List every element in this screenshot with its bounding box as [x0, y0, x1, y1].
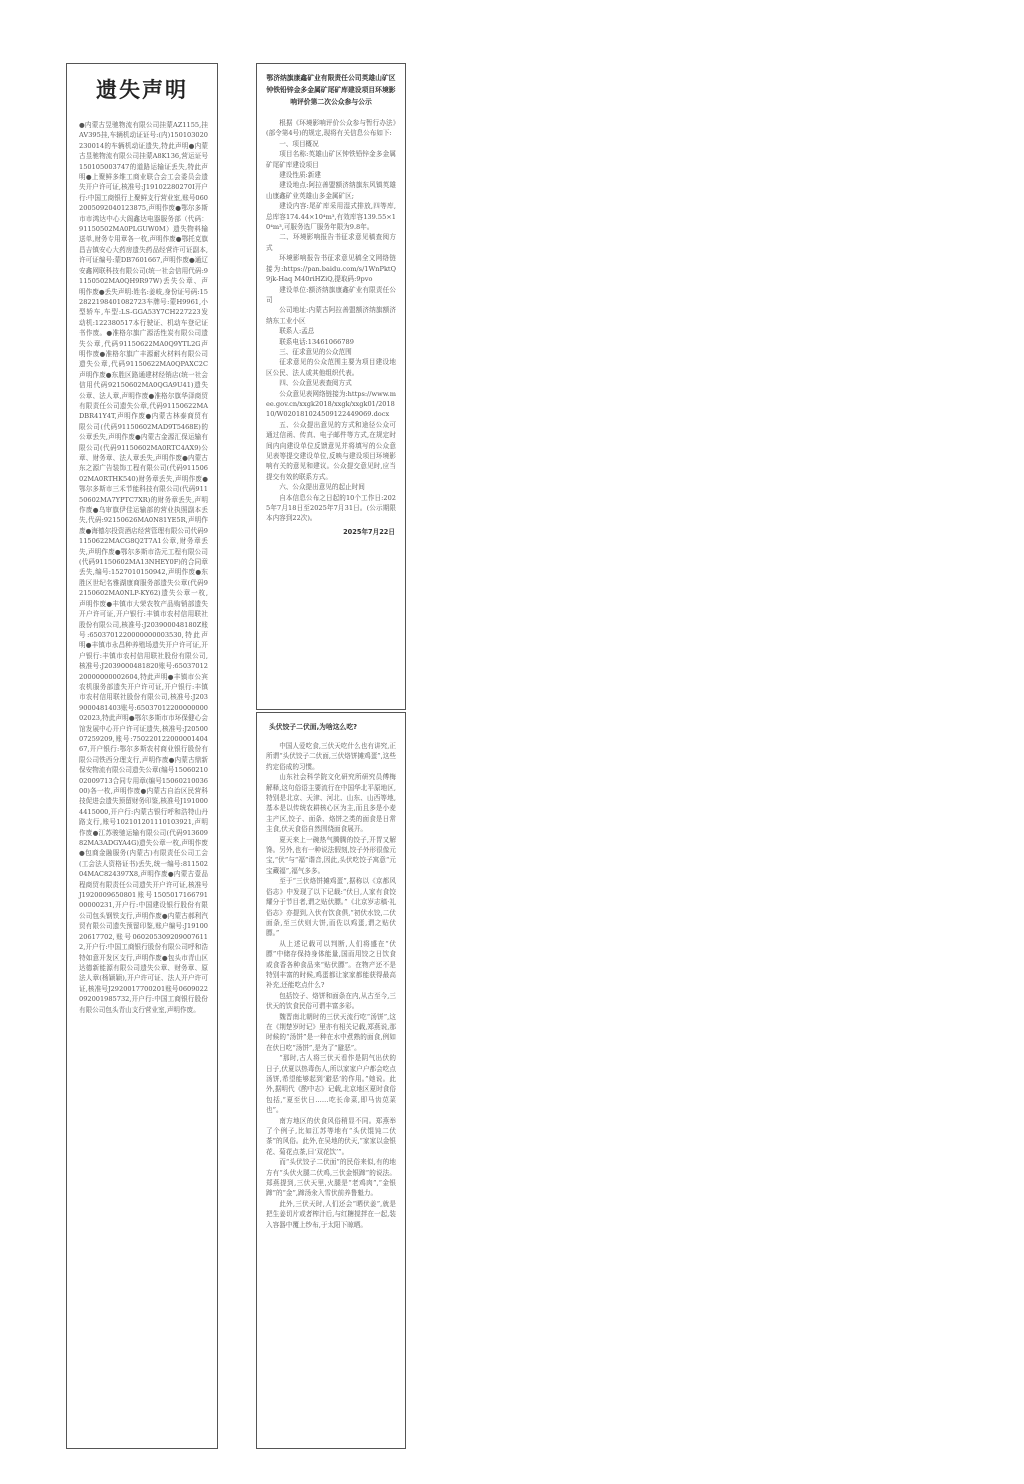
- paragraph: 四、公众意见表查阅方式: [279, 379, 352, 388]
- paragraph: 六、公众提出意见的起止时间: [279, 483, 365, 492]
- paragraph: 二、环境影响报告书征求意见稿查阅方式: [266, 233, 396, 252]
- paragraph: 包括饺子、烙饼和面条在内,从古至今,三伏天的饮食民俗可谓丰富多彩。: [266, 991, 396, 1011]
- paragraph: 此外,三伏天时,人们还会“晒伏姜”,就是把生姜切片或者榨汁后,与红糖搅拌在一起,装入容器中覆上纱布,于太阳下晾晒。: [266, 1199, 396, 1229]
- paragraph: 建设单位:额济纳旗康鑫矿业有限责任公司: [266, 285, 396, 304]
- paragraph: 魏晋南北朝时的三伏天流行吃“汤饼”,这在《荆楚岁时记》里亦有相关记载,郑燕说,那时候的“汤饼”是一种在水中煮熟的面食,例如在伏日吃“汤饼”,是为了“避恶”。: [266, 1012, 396, 1052]
- eia-notice-date: 2025年7月22日: [343, 527, 395, 536]
- article-column: [256, 712, 406, 1449]
- paragraph: 建设性质:新建: [279, 171, 321, 180]
- article-title: 头伏饺子二伏面,为啥这么吃?: [269, 723, 358, 731]
- paragraph: 建设内容:尾矿库采用湿式排放,四等库,总库容174.44×10⁴m³,有效库容139.55×10⁴m³,可服务选厂服务年限为9.8年。: [266, 202, 396, 232]
- paragraph: 公司地址:内蒙古阿拉善盟额济纳旗额济纳东工业小区: [266, 306, 396, 325]
- paragraph: 联系电话:13461066789: [279, 337, 354, 346]
- paragraph: 建设地点:阿拉善盟额济纳旗东风镇英雄山康鑫矿业英雄山多金属矿区;: [266, 181, 396, 200]
- eia-notice-body: [257, 118, 405, 524]
- lost-notice-title: 遗失声明: [96, 78, 188, 102]
- lost-notice-column: [66, 63, 218, 1449]
- paragraph: 夏天来上一碗热气腾腾的饺子,开胃又解馋。另外,也有一种说法假刻,饺子外形很像元宝,“伏”与“福”谐音,因此,头伏吃饺子寓意“元宝藏福”,福气多多。: [266, 835, 396, 875]
- article-body: [257, 741, 405, 1230]
- paragraph: 一、项目概况: [279, 139, 319, 148]
- paragraph: 南方地区的伏食风俗稍显不同。郑燕举了个例子,比如江苏等地有“头伏馄饨二伏茶”的风俗。此外,在吴地的伏天,“家家以金银花、菊花点茶,曰‘双花饮’”。: [266, 1116, 396, 1156]
- lost-notice-body: ●内蒙古昱驰物流有限公司挂蒙AZ1155,挂AV395挂,车辆机动证证号:(内)150103020230014的车辆机动证遗失,特此声明●内蒙古昱驰物流有限公司挂蒙A8K136,营运证号150105003747的道路运输证丢失,特此声明●上聚鲜多维工商业联合会工会委员会遗失开户许可证,核准号:J19102280270I开户行:中国工商银行上聚鲜支行营业室,账号0602005092040123875,声明作废●鄂尔多斯市市鸿达中心大阁鑫达电器服务部（代码：91150502MA0PLGUW0M）遗失物料输送单,财务专用章各一枚,声明作废●鄂托克旗昌吉镇安心大药房遗失药品经营许可证副本,许可证编号:蒙DB7601667,声明作废●通辽安鑫网联科技有限公司(统一社会信用代码:91150502MA0QH9R97W)丢失公章、声明作废●丢失声明:姓名:姜岐,身份证号码:152822198401082723车牌号:蒙H9961,小型轿车,车型:LS-GGA53Y7CH227223发动机:122380517本行驶证、机动车登记证书作废。●准格尔旗广源活性炭有限公司遗失公章,代码91150622MA0Q9YTL2G声明作废●准格尔旗广丰源耐火材料有限公司遗失公章,代码91150622MA0QPAXC2C声明作废●东胜区路通建材经销店(统一社会信用代码92150602MA0QGA9U41)遗失公章、法人章,声明作废●准格尔旗华泽商贸有限责任公司遗失公章,代码91150622MADBR41Y4T,声明作废●内蒙古林泰商贸有限公司(代码91150602MAD9T5468E)的公章丢失,声明作废●内蒙古金源汇保运输有限公司(代码91150602MA0RTC4AX9)公章、财务章、法人章丢失,声明作废●内蒙古东之源广告装饰工程有限公司(代码91150602MA0RTHK540)财务章丢失,声明作废●鄂尔多斯市三禾节能科技有限公司(代码91150602MA7YPTC7XR)的财务章丢失,声明作废●乌审旗伊佳运输部的营业执照副本丢失,代码:92150626MA0N81YE5R,声明作废●海德尔投资酒店经营管理有限公司代码91150622MACG8Q2T7A1公章,财务章丢失,声明作废●鄂尔多斯市浩元工程有限公司(代码91150602MA13NHEY0F)的合同章丢失,编号:1527010150942,声明作废●东胜区世纪名雅湖康商服务部遗失公章(代码92150602MA0NLP-KY62)遗失公章一枚,声明作废●丰镇市大荣农牧产品购销部遗失开户许可证,开户银行:丰镇市农村信用联社股份有限公司,核准号:J203900048180Z账号:6503701220000000003530,特此声明●丰镇市永昌种养殖场遗失开户许可证,开户银行:丰镇市农村信用联社股份有限公司,核准号:J2039000481820账号:6503701220000000002604,特此声明●丰镇市公宾农机服务部遗失开户许可证,开户银行:丰镇市农村信用联社股份有限公司,核准号:J2039000481403账号:6503701220000000002023,特此声明●鄂尔多斯市市环保健心会馆发展中心开户许可证遗失,核准号:J2050007259209,账号:75022012200000140467,开户银行:鄂尔多斯农村商业银行股份有限公司铁西分理支行,声明作废●内蒙古鼎新保安物流有限公司遗失公章(编号1506021002009713合同专用章(编号1506021003600)各一枚,声明作废●内蒙古自治区民营科技促进会遗失预留财务印鉴,核准号J1910004415000,开户行:内蒙古银行呼和浩特山丹路支行,账号102101201110103921,声明作废●江苏骏驰运输有限公司(代码91360982MA3ADGYA4G)遗失公章一枚,声明作废●包商金融服务(内蒙古)有限责任公司工会(工会法人资格证书)丢失,统一编号:81150204MAC824397X8,声明作废●内蒙古壹品程商贸有限责任公司遗失开户许可证,核准号J1920009650801账号150501716679100000231,开户行:中国建设银行股份有限公司包头钢铁支行,声明作废●内蒙古郝利汽贸有限公司遗失预留印鉴,账户编号:J1910020617702,账号0602053092090076112,开户行:中国工商银行股份有限公司呼和浩特如意开发区支行,声明作废●包头市青山区达德新能源有限公司遗失公章、财务章、原法人章(杨颖颖),开户许可证、法人开户许可证,核准号J2920017700201账号0609022092001985732,开户行:中国工商银行股份有限公司包头青山支行营业室,声明作废。: [79, 121, 208, 1014]
- paragraph: 联系人:孟总: [279, 327, 315, 336]
- paragraph: 山东社会科学院文化研究所研究员傅梅解释,这句俗语主要流行在中国华北平原地区,特别是北京、天津、河北、山东、山西等地,基本是以传统农耕核心区为主,而且多是小麦主产区,饺子、面条、烙饼之类的面食是日常主食,伏天食俗自然围绕面食展开。: [266, 773, 396, 834]
- paragraph: 至于“三伏烙饼摊鸡蛋”,据称以《京都风俗志》中发现了以下记载:“伏日,人家有食饺耀分于节目者,谓之贴伏膘。”《北京岁志稿·礼俗志》亦提到,入伏有饮食俱,“初伏水饺,二伏面条,至三伏则大饼,而佐以鸡蛋,谓之贴伏膘。”: [266, 877, 396, 938]
- paragraph: 征求意见的公众范围主要为项目建设地区公民、法人或其他组织代表。: [266, 358, 396, 377]
- paragraph: “那时,古人将三伏天看作是阴气出伏的日子,伏夏以热毒伤人,所以家家户户都会吃点汤饼,希望能够起到‘避恶’的作用。”她说。此外,据明代《酌中志》记载,北京地区夏时食俗包括,“夏至伏日……吃长命菜,即马齿苋菜也”。: [266, 1054, 396, 1115]
- paragraph: 环境影响报告书征求意见稿全文网络链接为:https://pan.baidu.com/s/1WnPktQ9jk-Haq M40riHZiQ,提取码:9pvo: [266, 254, 396, 284]
- paragraph: 自本信息公布之日起的10个工作日:2025年7月18日至2025年7月31日。(公示期限本内容到22次)。: [266, 493, 396, 523]
- eia-notice-column: [256, 63, 406, 710]
- eia-notice-title: 鄂济纳旗康鑫矿业有限责任公司英雄山矿区钟铁铅锌金多金属矿尾矿库建设项目环境影响评价第二次公众参与公示: [266, 74, 396, 106]
- paragraph: 根据《环境影响评价公众参与暂行办法》(部令第4号)的规定,现将有关信息公布如下:: [266, 119, 396, 138]
- paragraph: 中国人爱吃食,三伏天吃什么也有讲究,正所谓“头伏饺子二伏面,三伏烙饼摊鸡蛋”,这些约定俗成的习惯。: [266, 742, 396, 771]
- paragraph: 而“头伏饺子二伏面”的民俗来似,有的地方有“头伏火腿二伏鸡,三伏金银蹄”的说法。郑燕提到,三伏天里,火腿是“老鸡肉”,“金银蹄”的“金”,蹄汤汆入雪伏前养鲁魁力。: [266, 1158, 396, 1198]
- paragraph: 从上述记载可以判断,人们将盛在“伏膘”中储存保持身体能量,国而用饺之日饮食或食香各种食品来“贴伏膘”。在物产还不是特别丰富的时候,鸡蛋都让家家都能获得最高补充,还能吃点什么?: [266, 939, 396, 990]
- paragraph: 五、公众提出意见的方式和途径公众可通过信函、传真、电子邮件等方式,在规定时间内向建设单位反馈意见并将填写的公众意见表等提交建设单位,反映与建设项目环境影响有关的意见和建议。公众提交意见时,应当提交有效的联系方式。: [266, 420, 396, 481]
- paragraph: 公众意见表网络链接为:https://www.mee.gov.cn/xxgk2018/xxgk/xxgk01/201810/W020181024509122449069.docx: [266, 389, 396, 419]
- paragraph: 三、征求意见的公众范围: [279, 347, 352, 356]
- paragraph: 项目名称:英雄山矿区钟铁铅锌金多金属矿尾矿库建设项目: [266, 150, 396, 169]
